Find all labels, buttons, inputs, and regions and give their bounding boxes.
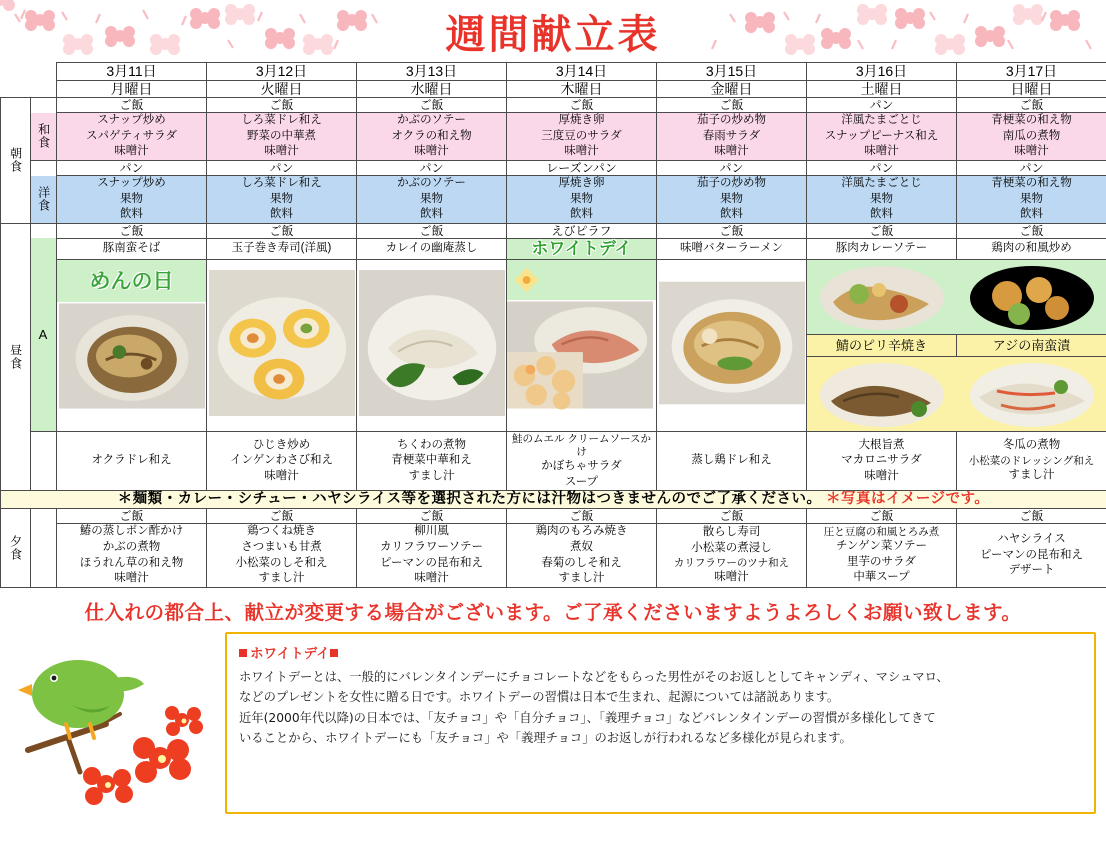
dish-photo-noodle xyxy=(59,302,205,410)
lunch-sides: 冬瓜の煮物 小松菜のドレッシング和え すまし汁 xyxy=(957,432,1106,491)
date-cell: 3月11日 xyxy=(57,63,207,81)
date-cell: 3月15日 xyxy=(657,63,807,81)
date-cell: 3月12日 xyxy=(207,63,357,81)
lunch-staple: ご飯 xyxy=(57,223,207,238)
breakfast-staple: パン xyxy=(807,98,957,113)
dinner-items: 鶏肉のもろみ焼き 煮奴 春菊のしそ和え すまし汁 xyxy=(507,524,657,587)
footer-area xyxy=(0,632,1106,814)
whiteday-info-box xyxy=(225,632,1096,814)
dow-cell: 水曜日 xyxy=(357,80,507,98)
washoku-items: 厚焼き卵 三度豆のサラダ 味噌汁 xyxy=(507,113,657,161)
lunch-cell-friday xyxy=(657,259,807,431)
breakfast-yoshoku-row xyxy=(1,176,1106,224)
yoshoku-items: 青梗菜の和え物 果物 飲料 xyxy=(957,176,1106,224)
dinner-staple: ご飯 xyxy=(657,509,807,524)
yoshoku-items: かぶのソテー 果物 飲料 xyxy=(357,176,507,224)
breakfast-bread-row xyxy=(1,160,1106,175)
lunch-cell-thursday xyxy=(507,259,657,431)
lunch-sides: 鮭のムエル クリームソースかけ かぼちゃサラダ スープ xyxy=(507,432,657,491)
breakfast-staple2: パン xyxy=(957,160,1106,175)
dish-photo-saba-spicy xyxy=(807,357,957,431)
washoku-items: スナップ炒め スパゲティサラダ 味噌汁 xyxy=(57,113,207,161)
whiteday-body xyxy=(239,668,1082,748)
lunch-cell-saturday xyxy=(807,259,957,431)
lunch-sides: ちくわの煮物 青梗菜中華和え すまし汁 xyxy=(357,432,507,491)
dinner-items: 鶏つくね焼き さつまいも甘煮 小松菜のしそ和え すまし汁 xyxy=(207,524,357,587)
lunch-a-main: 豚肉カレーソテー xyxy=(807,238,957,259)
breakfast-staple: ご飯 xyxy=(357,98,507,113)
lunch-cell-tuesday xyxy=(207,259,357,431)
bird-illustration xyxy=(10,632,215,814)
dinner-staple-row xyxy=(1,509,1106,524)
dish-photo-chicken-wafu xyxy=(957,260,1106,334)
breakfast-staple: ご飯 xyxy=(657,98,807,113)
lunch-b-main: 鯖のピリ辛焼き xyxy=(807,334,956,357)
dow-cell: 火曜日 xyxy=(207,80,357,98)
dinner-items: 散らし寿司 小松菜の煮浸し カリフラワーのツナ和え 味噌汁 xyxy=(657,524,807,587)
breakfast-staple2: パン xyxy=(807,160,957,175)
lunch-staple: ご飯 xyxy=(207,223,357,238)
lunch-staple: ご飯 xyxy=(807,223,957,238)
lunch-staple: ご飯 xyxy=(957,223,1106,238)
dinner-staple: ご飯 xyxy=(357,509,507,524)
yoshoku-items: 厚焼き卵 果物 飲料 xyxy=(507,176,657,224)
washoku-items: かぶのソテー オクラの和え物 味噌汁 xyxy=(357,113,507,161)
lunch-a-main: 味噌バターラーメン xyxy=(657,238,807,259)
row-label-dinner: 夕食 xyxy=(1,509,31,587)
dinner-items: 柳川風 カリフラワーソテー ピーマンの昆布和え 味噌汁 xyxy=(357,524,507,587)
dinner-staple: ご飯 xyxy=(507,509,657,524)
lunch-staple: ご飯 xyxy=(357,223,507,238)
soup-note: ＊麺類・カレー・シチュー・ハヤシライス等を選択された方には汁物はつきませんのでご了承ください。 ＊写真はイメージです。 xyxy=(1,491,1106,509)
dinner-items: ハヤシライス ピーマンの昆布和え デザート xyxy=(957,524,1106,587)
washoku-items: しろ菜ドレ和え 野菜の中華煮 味噌汁 xyxy=(207,113,357,161)
whiteday-paragraph: 近年(2000年代以降)の日本では、「友チョコ」や「自分チョコ」、「義理チョコ」などバレンタインデーの習慣が多様化してきて xyxy=(239,710,936,725)
breakfast-staple2: パン xyxy=(657,160,807,175)
lunch-staple: ご飯 xyxy=(657,223,807,238)
washoku-items: 茄子の炒め物 春雨サラダ 味噌汁 xyxy=(657,113,807,161)
breakfast-staple-row xyxy=(1,98,1106,113)
lunch-b-main: アジの南蛮漬 xyxy=(957,334,1106,357)
lunch-sides-row xyxy=(1,432,1106,491)
lunch-a-main: 鶏肉の和風炒め xyxy=(957,238,1106,259)
dow-cell: 木曜日 xyxy=(507,80,657,98)
lunch-cell-wednesday xyxy=(357,259,507,431)
breakfast-staple2: レーズンパン xyxy=(507,160,657,175)
lunch-sides: 大根旨煮 マカロニサラダ 味噌汁 xyxy=(807,432,957,491)
row-label-lunch: 昼食 xyxy=(1,223,31,490)
breakfast-staple: ご飯 xyxy=(207,98,357,113)
dow-cell: 日曜日 xyxy=(957,80,1106,98)
lunch-a-banner-whiteday: ホワイトデイ xyxy=(507,238,657,259)
breakfast-staple2: パン xyxy=(57,160,207,175)
yoshoku-items: しろ菜ドレ和え 果物 飲料 xyxy=(207,176,357,224)
dish-photo-aji-nanban xyxy=(957,357,1106,431)
dish-photo-sake-meuniere xyxy=(507,300,653,410)
dinner-staple: ご飯 xyxy=(957,509,1106,524)
breakfast-staple: ご飯 xyxy=(57,98,207,113)
dow-cell: 月曜日 xyxy=(57,80,207,98)
bird-and-plum-icon xyxy=(10,632,215,807)
date-cell: 3月16日 xyxy=(807,63,957,81)
breakfast-staple2: パン xyxy=(207,160,357,175)
header-banner xyxy=(0,0,1106,62)
row-label-lunch-a: A xyxy=(31,238,57,431)
square-bullet-icon xyxy=(239,649,247,657)
dow-cell: 土曜日 xyxy=(807,80,957,98)
breakfast-staple2: パン xyxy=(357,160,507,175)
dinner-items: 圧と豆腐の和風とろみ煮 チンゲン菜ソテー 里芋のサラダ 中華スープ xyxy=(807,524,957,587)
row-label-yoshoku: 洋食 xyxy=(31,176,57,224)
lunch-staple-row xyxy=(1,223,1106,238)
dayofweek-row xyxy=(1,80,1106,98)
date-cell: 3月13日 xyxy=(357,63,507,81)
whiteday-paragraph: などのプレゼントを女性に贈る日です。ホワイトデーの習慣は日本で生まれ、起源については諸説あります。 xyxy=(239,690,840,705)
yoshoku-items: 茄子の炒め物 果物 飲料 xyxy=(657,176,807,224)
dinner-staple: ご飯 xyxy=(807,509,957,524)
dinner-items-row xyxy=(1,524,1106,587)
whiteday-heading: ホワイトデイ xyxy=(239,642,341,662)
row-label-washoku: 和食 xyxy=(31,113,57,161)
dish-photo-karei xyxy=(359,268,505,418)
date-row xyxy=(1,63,1106,81)
dinner-staple: ご飯 xyxy=(57,509,207,524)
lunch-a-main: 豚南蛮そば xyxy=(57,238,207,259)
page-title: 週間献立表 xyxy=(445,11,661,58)
date-cell: 3月17日 xyxy=(957,63,1106,81)
lunch-cell-monday xyxy=(57,259,207,431)
row-label-breakfast: 朝食 xyxy=(1,98,31,224)
lunch-cell-sunday xyxy=(957,259,1106,431)
whiteday-flower-decoration xyxy=(507,260,656,300)
dinner-staple: ご飯 xyxy=(207,509,357,524)
dow-cell: 金曜日 xyxy=(657,80,807,98)
dish-photo-ramen xyxy=(659,280,805,406)
whiteday-paragraph: いることから、ホワイトデーにも「友チョコ」や「義理チョコ」のお返しが行われるなど多様化が見られます。 xyxy=(239,730,852,745)
breakfast-staple: ご飯 xyxy=(957,98,1106,113)
lunch-sides: ひじき炒め インゲンわさび和え 味噌汁 xyxy=(207,432,357,491)
dish-photo-tamagomaki xyxy=(209,268,355,418)
lunch-staple: えびピラフ xyxy=(507,223,657,238)
lunch-sides: 蒸し鶏ドレ和え xyxy=(657,432,807,491)
weekly-menu-table xyxy=(0,62,1106,588)
dish-photo-pork-curry-saute xyxy=(807,260,957,334)
flower-icon xyxy=(509,260,655,300)
change-notice: 仕入れの都合上、献立が変更する場合がございます。ご了承くださいますようよろしくお願い致します。 xyxy=(84,600,1022,624)
whiteday-paragraph: ホワイトデーとは、一般的にバレンタインデーにチョコレートなどをもらった男性がそのお返しとしてキャンディ、マシュマロ、 xyxy=(239,669,949,684)
lunch-a-main: カレイの幽庵蒸し xyxy=(357,238,507,259)
lunch-photo-row xyxy=(1,259,1106,431)
washoku-items: 洋風たまごとじ スナップピーナス和え 味噌汁 xyxy=(807,113,957,161)
dinner-items: 鰆の蒸しポン酢かけ かぶの煮物 ほうれん草の和え物 味噌汁 xyxy=(57,524,207,587)
lunch-a-title-row xyxy=(1,238,1106,259)
yoshoku-items: 洋風たまごとじ 果物 飲料 xyxy=(807,176,957,224)
soup-note-row xyxy=(1,491,1106,509)
men-day-banner: めんの日 xyxy=(57,260,206,302)
yoshoku-items: スナップ炒め 果物 飲料 xyxy=(57,176,207,224)
washoku-items: 青梗菜の和え物 南瓜の煮物 味噌汁 xyxy=(957,113,1106,161)
date-cell: 3月14日 xyxy=(507,63,657,81)
lunch-sides: オクラドレ和え xyxy=(57,432,207,491)
breakfast-staple: ご飯 xyxy=(507,98,657,113)
breakfast-washoku-row xyxy=(1,113,1106,161)
lunch-a-main: 玉子巻き寿司(洋風) xyxy=(207,238,357,259)
square-bullet-icon xyxy=(330,649,338,657)
